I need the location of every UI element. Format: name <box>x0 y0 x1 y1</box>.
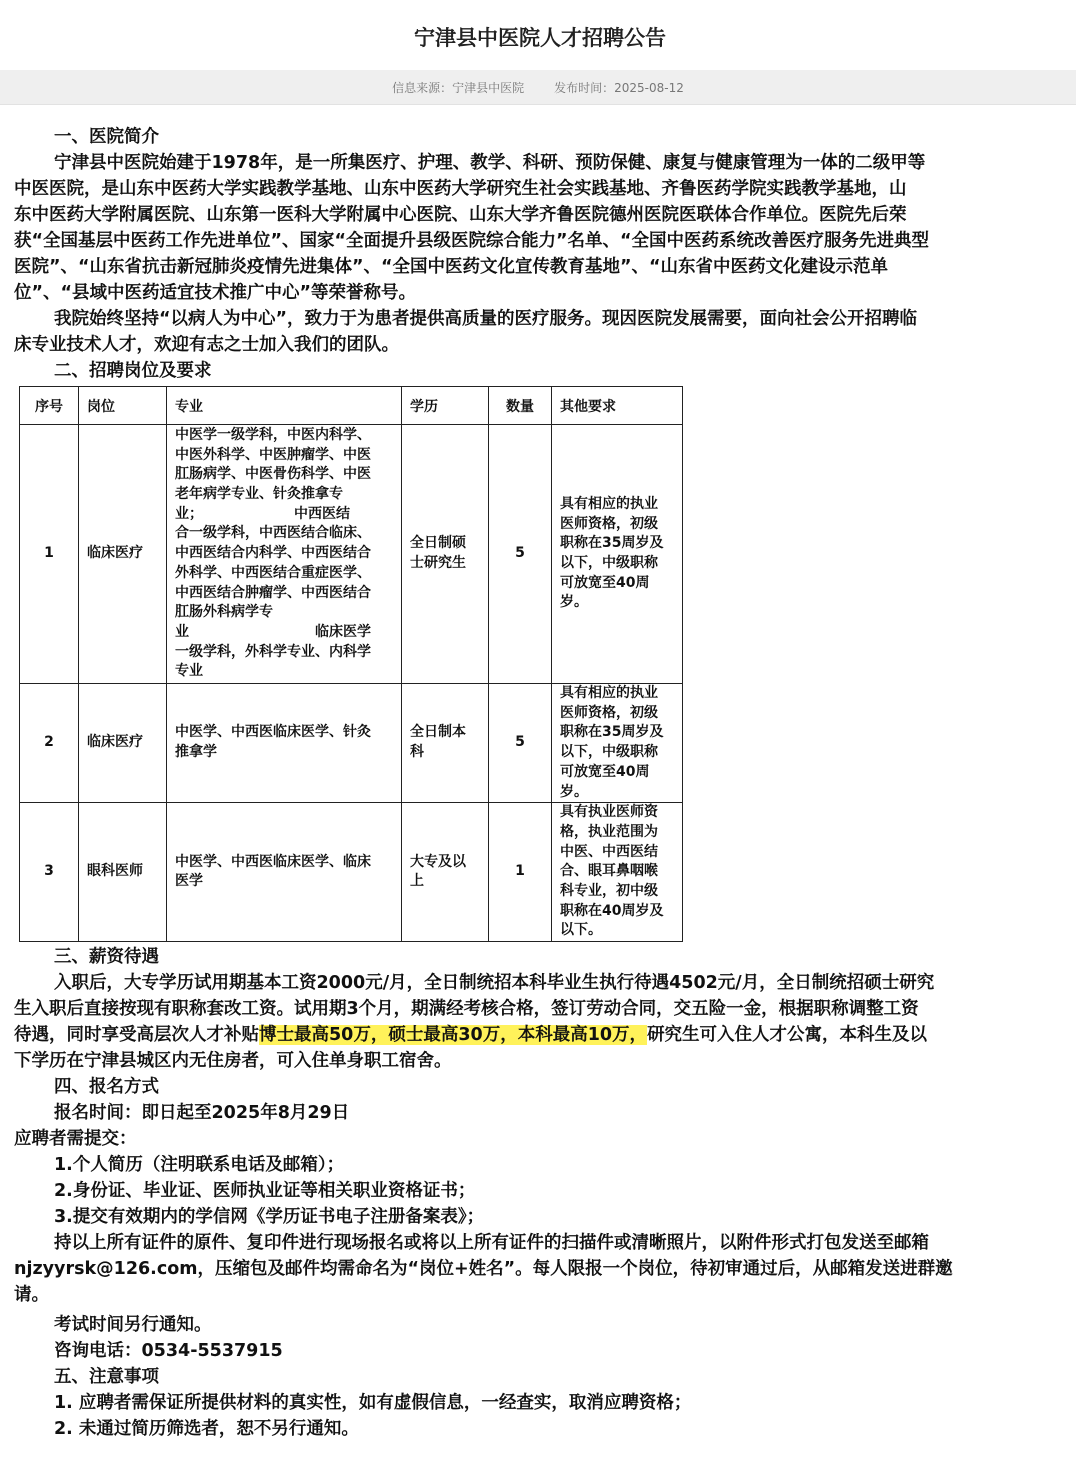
salary-line: 下学历在宁津县城区内无住房者，可入住单身职工宿舍。 <box>14 1051 452 1071</box>
intro-line: 中医医院，是山东中医药大学实践教学基地、山东中医药大学研究生社会实践基地、齐鲁医药学院实践教学基地，山 <box>14 179 907 199</box>
col-header: 数量 <box>489 387 552 425</box>
salary-line: 生入职后直接按现有职称套改工资。试用期3个月，期满经考核合格，签订劳动合同，交五险一金，根据职称调整工资 <box>14 999 919 1019</box>
cell-other: 具有相应的执业 医师资格，初级 职称在35周岁及 以下，中级职称 可放宽至40周 岁。 <box>552 684 683 803</box>
apply-submit-label: 应聘者需提交： <box>14 1129 137 1149</box>
intro-line: 东中医药大学附属医院、山东第一医科大学附属中心医院、山东大学齐鲁医院德州医院医联体合作单位。医院先后荣 <box>14 205 907 225</box>
table-row <box>20 803 683 942</box>
info-source: 信息来源：宁津县中医院 <box>392 80 525 95</box>
col-header: 学历 <box>402 387 489 425</box>
col-header: 其他要求 <box>552 387 683 425</box>
note-item: 2. 未通过简历筛选者，恕不另行通知。 <box>54 1419 359 1439</box>
intro-line: 床专业技术人才，欢迎有志之士加入我们的团队。 <box>14 335 399 355</box>
submit-item: 2.身份证、毕业证、医师执业证等相关职业资格证书； <box>54 1181 476 1201</box>
submit-item: 3.提交有效期内的学信网《学历证书电子注册备案表》； <box>54 1207 485 1227</box>
table-header-row <box>20 387 683 425</box>
section-heading-intro: 一、医院简介 <box>54 127 159 147</box>
exam-notice: 考试时间另行通知。 <box>54 1315 212 1335</box>
cell-education: 大专及以 上 <box>402 803 489 942</box>
apply-instruction-line: 请。 <box>14 1285 49 1305</box>
intro-line: 我院始终坚持“以病人为中心”，致力于为患者提供高质量的医疗服务。现因医院发展需要，面向社会公开招聘临 <box>54 309 917 329</box>
lower-sections <box>14 944 1064 1442</box>
consult-phone: 咨询电话：0534-5537915 <box>54 1341 283 1361</box>
intro-line: 获“全国基层中医药工作先进单位”、国家“全面提升县级医院综合能力”名单、“全国中医药系统改善医疗服务先进典型 <box>14 231 930 251</box>
table-row <box>20 684 683 803</box>
intro-section <box>14 124 1064 384</box>
meta-bar <box>0 70 1076 105</box>
cell-major: 中医学一级学科，中医内科学、 中医外科学、中医肿瘤学、中医 肛肠病学、中医骨伤科学、中医 老年病学专业、针灸推拿专 业； 中西医结 合一级学科，中西医结合临床、 中西医结合内科学、中西医结合 外科学、中西医结合重症医学、 中西医结合肿瘤学、中西医结合 肛肠外科病学专 业 临床医学 一级学科，外科学专业、内科学 专业 <box>167 425 402 684</box>
cell-other: 具有相应的执业 医师资格，初级 职称在35周岁及 以下，中级职称 可放宽至40周 岁。 <box>552 425 683 684</box>
positions-table-wrap <box>19 386 683 942</box>
apply-instruction-line: 持以上所有证件的原件、复印件进行现场报名或将以上所有证件的扫描件或清晰照片，以附件形式打包发送至邮箱 <box>54 1233 929 1253</box>
col-header: 岗位 <box>79 387 167 425</box>
page-title: 宁津县中医院人才招聘公告 <box>414 26 666 50</box>
intro-line: 位”、“县域中医药适宜技术推广中心”等荣誉称号。 <box>14 283 417 303</box>
subsidy-highlight: 博士最高50万，硕士最高30万，本科最高10万， <box>259 1025 648 1045</box>
cell-no: 2 <box>20 684 79 803</box>
cell-post: 眼科医师 <box>79 803 167 942</box>
col-header: 序号 <box>20 387 79 425</box>
cell-count: 5 <box>489 425 552 684</box>
section-heading-salary: 三、薪资待遇 <box>54 947 159 967</box>
section-heading-positions: 二、招聘岗位及要求 <box>54 361 212 381</box>
table-row <box>20 425 683 684</box>
cell-other: 具有执业医师资 格，执业范围为 中医、中西医结 合、眼耳鼻咽喉 科专业，初中级 职称在40周岁及 以下。 <box>552 803 683 942</box>
intro-line: 宁津县中医院始建于1978年，是一所集医疗、护理、教学、科研、预防保健、康复与健康管理为一体的二级甲等 <box>54 153 926 173</box>
section-heading-apply: 四、报名方式 <box>54 1077 159 1097</box>
cell-post: 临床医疗 <box>79 425 167 684</box>
salary-line: 待遇，同时享受高层次人才补贴博士最高50万，硕士最高30万，本科最高10万，研究生可入住人才公寓，本科生及以 <box>14 1025 928 1045</box>
cell-count: 5 <box>489 684 552 803</box>
cell-major: 中医学、中西医临床医学、针灸 推拿学 <box>167 684 402 803</box>
intro-line: 医院”、“山东省抗击新冠肺炎疫情先进集体”、“全国中医药文化宣传教育基地”、“山东省中医药文化建设示范单 <box>14 257 889 277</box>
cell-no: 3 <box>20 803 79 942</box>
salary-line: 入职后，大专学历试用期基本工资2000元/月，全日制统招本科毕业生执行待遇4502元/月，全日制统招硕士研究 <box>54 973 935 993</box>
submit-item: 1.个人简历（注明联系电话及邮箱）； <box>54 1155 345 1175</box>
cell-major: 中医学、中西医临床医学、临床 医学 <box>167 803 402 942</box>
apply-time: 报名时间：即日起至2025年8月29日 <box>54 1103 350 1123</box>
section-heading-notes: 五、注意事项 <box>54 1367 159 1387</box>
positions-table <box>19 386 683 942</box>
cell-no: 1 <box>20 425 79 684</box>
cell-post: 临床医疗 <box>79 684 167 803</box>
note-item: 1. 应聘者需保证所提供材料的真实性，如有虚假信息，一经查实，取消应聘资格； <box>54 1393 692 1413</box>
cell-education: 全日制硕 士研究生 <box>402 425 489 684</box>
col-header: 专业 <box>167 387 402 425</box>
cell-count: 1 <box>489 803 552 942</box>
cell-education: 全日制本 科 <box>402 684 489 803</box>
publish-time: 发布时间：2025-08-12 <box>554 80 684 95</box>
apply-instruction-line: njzyyrsk@126.com，压缩包及邮件均需命名为“岗位+姓名”。每人限报一个岗位，待初审通过后，从邮箱发送进群邀 <box>14 1259 953 1279</box>
